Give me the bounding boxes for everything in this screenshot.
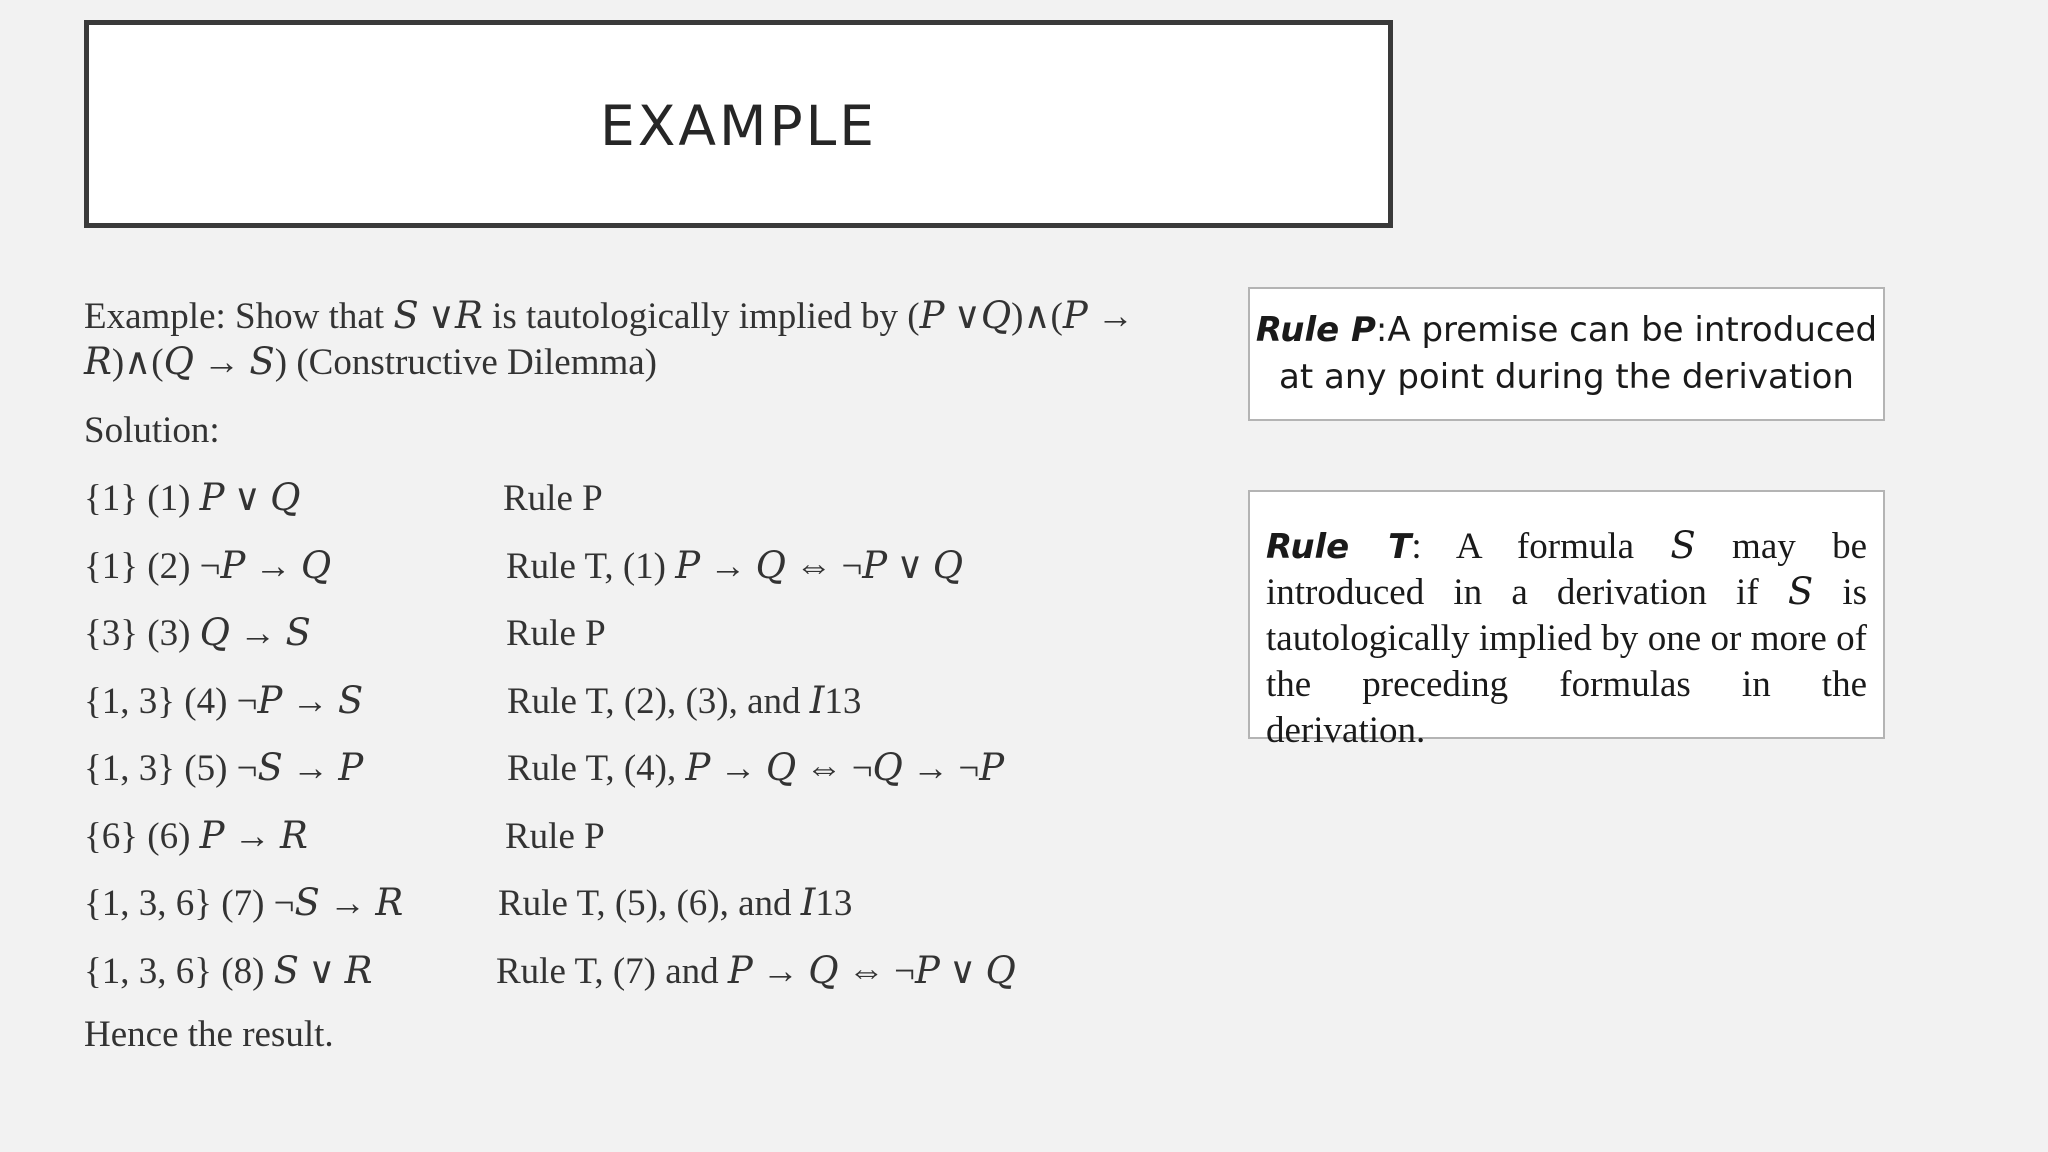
step-formula: {1, 3} (5) ¬𝑆 → 𝑃 — [84, 748, 364, 789]
rule-p-description — [1256, 307, 1877, 401]
step-justification: Rule T, (7) and 𝑃 → 𝑄 ⇔ ¬𝑃 ∨ 𝑄 — [496, 950, 1016, 992]
derivation-step-6 — [84, 814, 1194, 860]
slide-title: EXAMPLE — [599, 94, 878, 158]
derivation-step-7 — [84, 881, 1194, 927]
problem-line-2: 𝑅)∧(𝑄 → 𝑆) (Constructive Dilemma) — [84, 342, 657, 383]
rule-p-text-line-1: :A premise can be introduced — [1375, 310, 1878, 350]
step-formula: {1, 3, 6} (8) 𝑆 ∨ 𝑅 — [84, 950, 373, 992]
rule-p-box — [1248, 287, 1885, 421]
derivation-step-5 — [84, 746, 1194, 792]
rule-p-name: Rule P — [1255, 310, 1376, 350]
solution-label: Solution: — [84, 410, 220, 451]
step-justification: Rule T, (4), 𝑃 → 𝑄 ⇔ ¬𝑄 → ¬𝑃 — [507, 748, 1005, 789]
derivation-step-2 — [84, 544, 1194, 590]
step-formula: {1, 3} (4) ¬𝑃 → 𝑆 — [84, 680, 364, 722]
step-justification: Rule T, (5), (6), and 𝐼13 — [498, 883, 853, 924]
step-formula: {1} (1) 𝑃 ∨ 𝑄 — [84, 478, 301, 519]
derivation-step-4 — [84, 679, 1194, 725]
step-justification: Rule T, (2), (3), and 𝐼13 — [507, 680, 862, 722]
step-formula: {1, 3, 6} (7) ¬𝑆 → 𝑅 — [84, 883, 404, 924]
step-justification: Rule P — [503, 478, 603, 519]
rule-t-box — [1248, 490, 1885, 751]
problem-statement — [84, 294, 1194, 386]
rule-t-text: : A formula 𝑆 may be introduced in a derivation if 𝑆 is tautologically implied by one or more of the preceding formulas in the derivation. — [1266, 526, 1868, 751]
conclusion: Hence the result. — [84, 1014, 334, 1055]
step-justification: Rule P — [506, 613, 606, 654]
rule-p-text-line-2: at any point during the derivation — [1279, 357, 1854, 397]
derivation-step-8 — [84, 949, 1194, 995]
step-formula: {6} (6) 𝑃 → 𝑅 — [84, 815, 308, 857]
problem-line-1: Example: Show that 𝑆 ∨𝑅 is tautologically implied by (𝑃 ∨𝑄)∧(𝑃 → — [84, 296, 1135, 337]
step-formula: {1} (2) ¬𝑃 → 𝑄 — [84, 545, 332, 587]
step-justification: Rule T, (1) 𝑃 → 𝑄 ⇔ ¬𝑃 ∨ 𝑄 — [506, 545, 964, 587]
step-justification: Rule P — [505, 815, 605, 857]
title-box — [84, 20, 1393, 228]
derivation-step-1 — [84, 476, 1194, 522]
rule-t-name: Rule T — [1266, 527, 1412, 567]
step-formula: {3} (3) 𝑄 → 𝑆 — [84, 613, 311, 654]
main-content — [84, 294, 1194, 1058]
derivation-step-3 — [84, 611, 1194, 657]
